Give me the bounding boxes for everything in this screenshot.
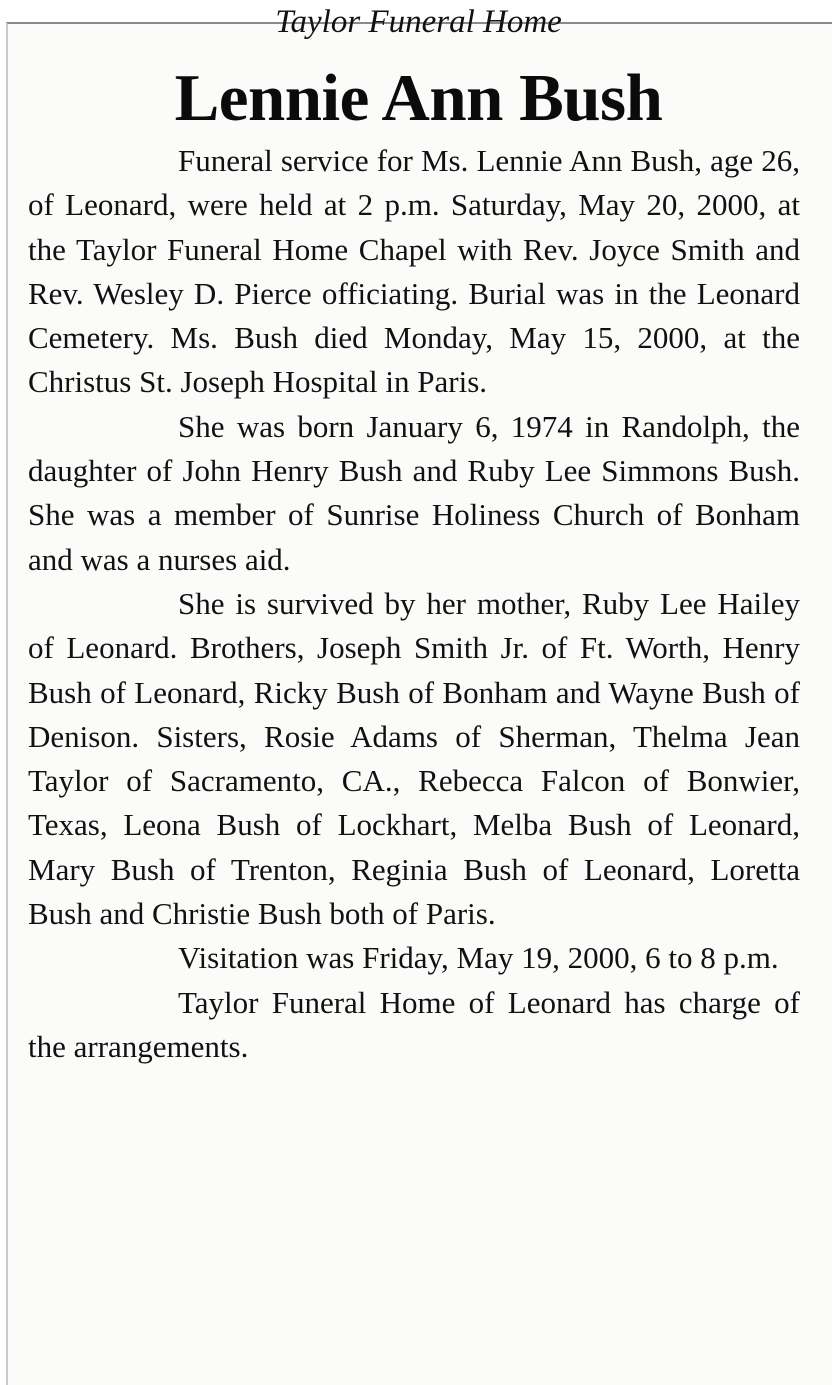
funeral-home-heading: Taylor Funeral Home: [275, 4, 562, 40]
paragraph-survivors: She is survived by her mother, Ruby Lee Hailey of Leonard. Brothers, Joseph Smith Jr. of Ft. Worth, Henry Bush of Leonard, Ricky Bush of Bonham and Wayne Bush of Denison. Sisters, Rosie Adams of Sherman, Thelma Jean Taylor of Sacramento, CA., Rebecca Falcon of Bonwier, Texas, Leona Bush of Lockhart, Melba Bush of Leonard, Mary Bush of Trenton, Reginia Bush of Leonard, Loretta Bush and Christie Bush both of Paris.: [28, 585, 800, 932]
paragraph-visitation: Visitation was Friday, May 19, 2000, 6 to 8 p.m.: [178, 940, 779, 976]
obituary-body: [28, 139, 800, 1069]
paragraph-arrangements: Taylor Funeral Home of Leonard has charge of the arrangements.: [28, 984, 800, 1064]
paragraph-birth: She was born January 6, 1974 in Randolph, the daughter of John Henry Bush and Ruby Lee Simmons Bush. She was a member of Sunrise Holiness Church of Bonham and was a nurses aid.: [28, 408, 800, 577]
deceased-name-title: Lennie Ann Bush: [174, 61, 663, 135]
paragraph-service: Funeral service for Ms. Lennie Ann Bush, age 26, of Leonard, were held at 2 p.m. Saturday, May 20, 2000, at the Taylor Funeral Home Chapel with Rev. Joyce Smith and Rev. Wesley D. Pierce officiating. Burial was in the Leonard Cemetery. Ms. Bush died Monday, May 15, 2000, at the Christus St. Joseph Hospital in Paris.: [28, 143, 800, 400]
